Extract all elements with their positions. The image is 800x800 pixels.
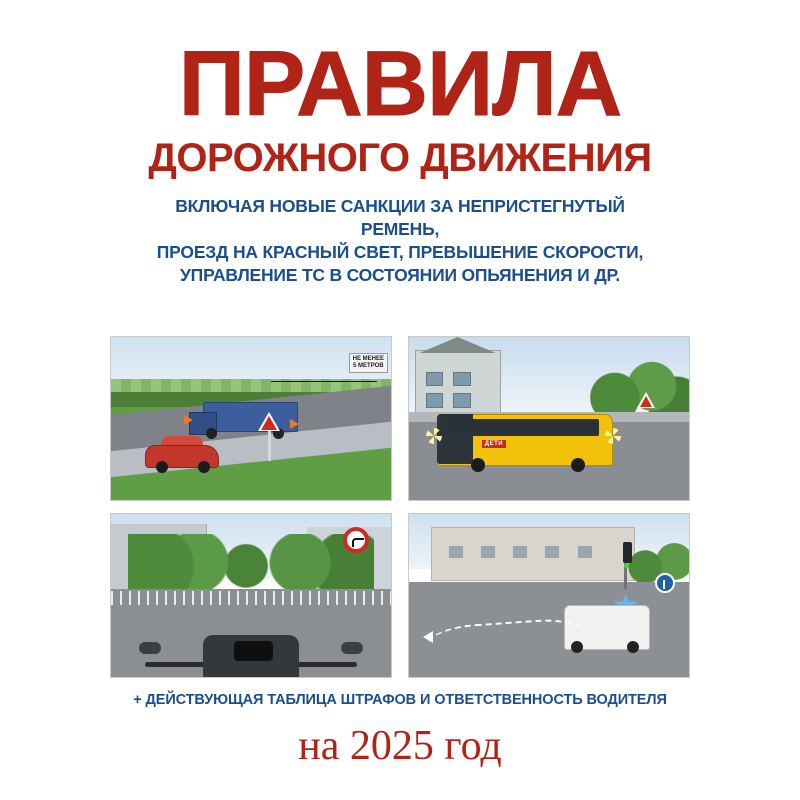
tagline-line-3: УПРАВЛЕНИЕ ТС В СОСТОЯНИИ ОПЬЯНЕНИЯ И ДР. (180, 264, 620, 285)
window (449, 546, 463, 557)
building (431, 527, 635, 581)
illustration-motorcycle-pov (110, 513, 392, 678)
window (453, 393, 470, 407)
page-title: ПРАВИЛА (178, 33, 622, 135)
window (426, 393, 443, 407)
no-left-turn-sign-icon (343, 527, 369, 553)
mirror-left (139, 642, 161, 654)
orange-arrow-icon (184, 415, 193, 425)
trees (128, 534, 374, 589)
house (415, 350, 501, 420)
illustration-grid (110, 336, 690, 678)
illustration-school-bus (408, 336, 690, 501)
window (578, 546, 592, 557)
blue-truck-body (203, 402, 297, 432)
flashing-light-icon (426, 428, 442, 444)
tagline (140, 195, 660, 287)
window (513, 546, 527, 557)
car-wheel (156, 461, 168, 473)
turn-trajectory-arrow-icon (423, 631, 433, 643)
traffic-light-icon (623, 542, 632, 563)
distance-callout-line-2: 5 МЕТРОВ (353, 363, 384, 370)
window (481, 546, 495, 557)
car-wheel (198, 461, 210, 473)
orange-arrow-icon (290, 419, 299, 429)
window (426, 372, 443, 386)
distance-callout (349, 353, 388, 373)
year-line: на 2025 год (298, 723, 502, 769)
traffic-light-green-lamp (624, 563, 629, 568)
page-subtitle: ДОРОЖНОГО ДВИЖЕНИЯ (148, 135, 652, 180)
illustration-intersection-white-car (408, 513, 690, 678)
children-badge: ДЕТИ (482, 440, 506, 448)
children-warning-sign-icon (637, 392, 655, 408)
tagline-line-2: ПРОЕЗД НА КРАСНЫЙ СВЕТ, ПРЕВЫШЕНИЕ СКОРОСТИ, (156, 241, 644, 262)
direction-sign-icon (655, 573, 675, 593)
tagline-line-1: ВКЛЮЧАЯ НОВЫЕ САНКЦИИ ЗА НЕПРИСТЕГНУТЫЙ РЕМЕНЬ, (175, 195, 625, 239)
pedestrian-crossing-sign-icon (258, 412, 280, 431)
distance-measure-line (271, 381, 377, 382)
window (545, 546, 559, 557)
title-block (0, 0, 800, 287)
school-bus-windows (448, 419, 599, 437)
mirror-right (341, 642, 363, 654)
window (453, 372, 470, 386)
bottom-note: + ДЕЙСТВУЮЩАЯ ТАБЛИЦА ШТРАФОВ И ОТВЕТСТВЕННОСТЬ ВОДИТЕЛЯ (133, 692, 667, 708)
illustration-truck-pedestrian-crossing (110, 336, 392, 501)
turn-arrow-glyph (352, 538, 364, 547)
road-fence (111, 591, 391, 606)
bus-wheel (471, 458, 485, 472)
distance-callout-line-1: НЕ МЕНЕЕ (352, 356, 384, 363)
motorcycle-dashboard (234, 641, 273, 661)
car-wheel (627, 641, 639, 653)
bus-wheel (571, 458, 585, 472)
